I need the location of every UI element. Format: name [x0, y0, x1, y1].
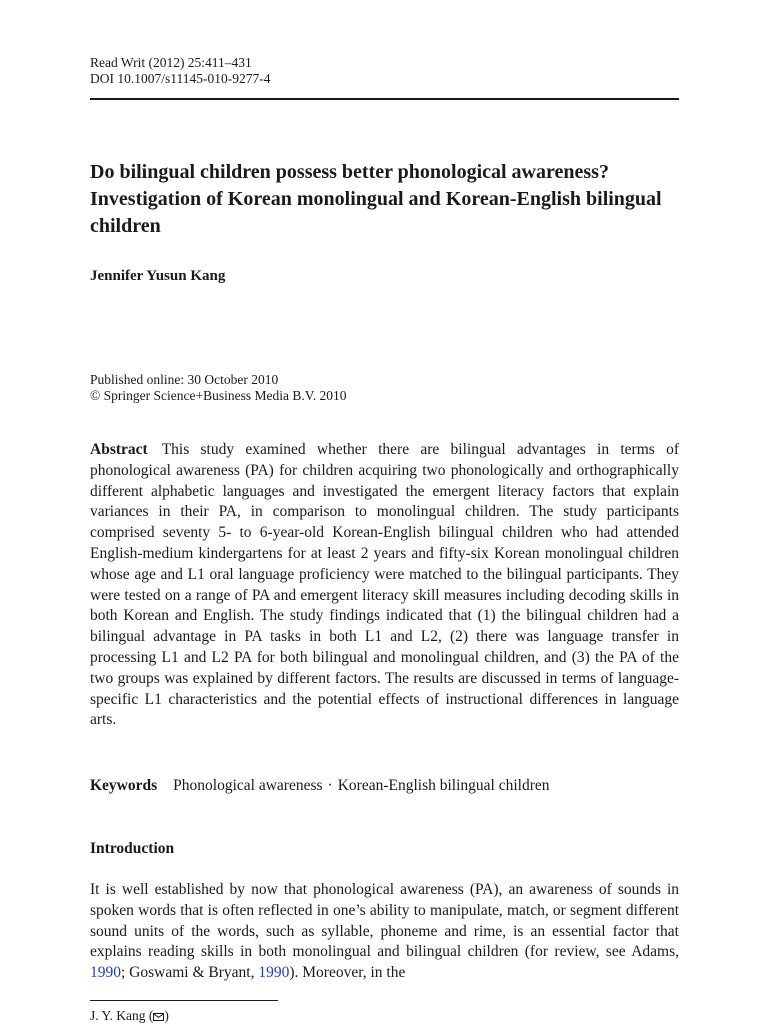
intro-text: ). Moreover, in the: [289, 964, 406, 982]
citation-link-goswami-bryant[interactable]: 1990: [258, 964, 290, 982]
envelope-icon: [153, 1013, 164, 1021]
doi: DOI 10.1007/s11145-010-9277-4: [90, 71, 271, 86]
publication-info: [90, 372, 346, 404]
keyword-separator: ·: [327, 777, 333, 794]
intro-text: It is well established by now that phonological awareness (PA), an awareness of sounds in spoken words that is often reflected in one’s ability to manipulate, match, or segment different sound units of the words, such as syllable, phoneme and rime, is an essential factor that explains reading skills in both monolingual and bilingual children (for review, see Adams,: [90, 881, 679, 961]
footnote-close-paren: ): [164, 1008, 169, 1023]
abstract-text: This study examined whether there are bilingual advantages in terms of phonological awareness (PA) for children acquiring two phonologically and orthographically different alphabetic languages and investigated the emergent literacy factors that explain variances in their PA, in comparison to monolingual children. The study participants comprised seventy 5- to 6-year-old Korean-English bilingual children who had attended English-medium kindergartens for at least 2 years and fifty-six Korean monolingual children whose age and L1 oral language proficiency were matched to the bilingual participants. They were tested on a range of PA and emergent literacy skill measures including decoding skills in both Korean and English. The study findings indicated that (1) the bilingual children had a bilingual advantage in PA tasks in both L1 and L2, (2) there was language transfer in processing L1 and L2 PA for both bilingual and monolingual children, and (3) the PA of the two groups was explained by different factors. The results are discussed in terms of language-specific L1 characteristics and the potential effects of instructional differences in language arts.: [90, 441, 679, 729]
keywords-label: Keywords: [90, 777, 158, 794]
journal-citation: Read Writ (2012) 25:411–431: [90, 55, 252, 70]
article-page: [90, 0, 679, 1024]
author-name: Jennifer Yusun Kang: [90, 268, 226, 284]
introduction-paragraph: [90, 880, 679, 984]
abstract: [90, 440, 679, 731]
intro-text: ; Goswami & Bryant,: [121, 964, 259, 982]
footnote-rule: [90, 1000, 278, 1001]
corresponding-author-footnote: [90, 1008, 169, 1024]
header-rule: [90, 98, 679, 100]
abstract-label: Abstract: [90, 441, 148, 458]
footnote-open-paren: (: [148, 1008, 154, 1023]
article-title: Do bilingual children possess better phonological awareness? Investigation of Korean monolingual and Korean-English bilingual children: [90, 161, 662, 237]
published-online: Published online: 30 October 2010: [90, 372, 279, 387]
keywords: [90, 776, 679, 796]
section-heading-introduction: Introduction: [90, 840, 175, 857]
copyright: © Springer Science+Business Media B.V. 2010: [90, 388, 347, 403]
journal-header: [90, 55, 679, 87]
footnote-author: J. Y. Kang: [90, 1008, 146, 1023]
keyword-item: Korean-English bilingual children: [337, 777, 550, 794]
citation-link-adams[interactable]: 1990: [90, 964, 121, 982]
keyword-item: Phonological awareness: [173, 777, 323, 794]
